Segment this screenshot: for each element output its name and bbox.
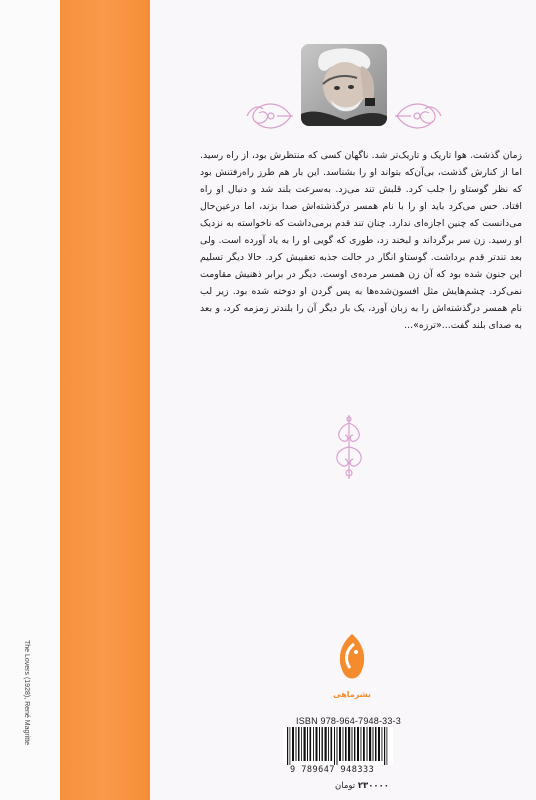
- price-amount: ۲۳۰۰۰۰: [357, 781, 389, 791]
- right-ornament-icon: [393, 93, 447, 139]
- publisher-fish-logo-icon: [330, 630, 374, 690]
- barcode-digits: 9 789647 948333: [290, 765, 375, 775]
- author-portrait: [301, 44, 387, 126]
- spine-edge: [0, 0, 61, 800]
- back-cover-blurb: زمان گذشت. هوا تاریک و تاریک‌تر شد. ناگهان کسی که منتظرش بود، از راه رسید. اما از کنارش گذشت، بی‌آن‌که بتواند او را بشناسد. این بار هم طرز راه‌رفتنش بود که نظر گوستاو را جلب کرد. قلبش تند می‌زد. به‌سرعت بلند شد و دنبال او راه افتاد. حس می‌کرد باید او را با نام همسر درگذشته‌اش صدا بزند، اما درعین‌حال می‌دانست که چنین اجازه‌ای ندارد. چنان تند قدم برمی‌داشت که ناخواسته به نزدیک او رسید. زن سر برگرداند و لبخند زد، طوری که گویی او را به یاد آورده است. ولی بعد تندتر قدم برداشت. گوستاو انگار در حالت جذبه تعقیبش کرد. حالا دیگر تسلیم این جنون شده بود که آن زن همسر مرده‌ی اوست. دیگر در برابر ذهنیش مقاومت نمی‌کرد. چشم‌هایش مثل افسون‌شده‌ها به پس گردن او دوخته شده بود. زیر لب نام همسر درگذشته‌اش را به زبان آورد، یک بار دیگر آن را بلندتر زمزمه کرد، و بعد به صدای بلند گفت...«ترزه»...: [200, 150, 522, 332]
- bottom-ornament-icon: [327, 413, 371, 481]
- barcode-icon: [283, 727, 393, 765]
- left-ornament-icon: [241, 93, 295, 139]
- publisher-name: نشرماهی: [333, 690, 371, 699]
- orange-band: [60, 0, 150, 800]
- price-label: [335, 781, 389, 791]
- price-currency: تومان: [335, 781, 356, 791]
- isbn-label: ISBN 978-964-7948-33-3: [296, 716, 401, 726]
- spine-caption: The Lovers (1928), René Magritte: [23, 640, 30, 746]
